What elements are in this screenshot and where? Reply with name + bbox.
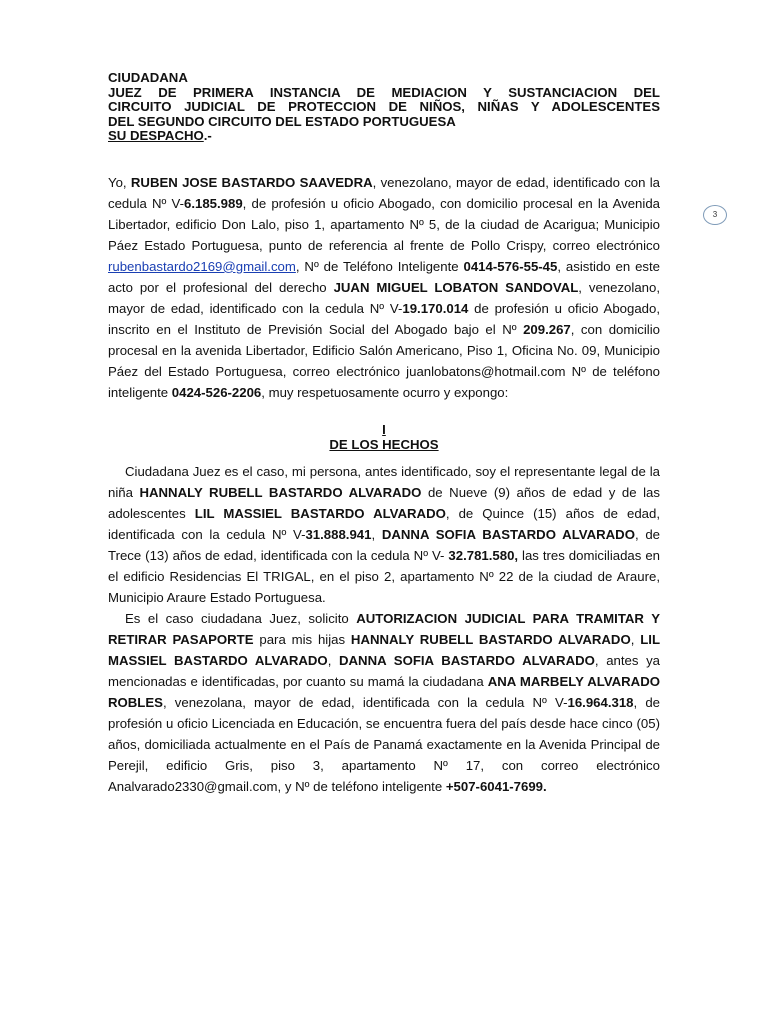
despacho-suffix: .-	[203, 128, 212, 144]
mother-name: ANA MARBELY ALVARADO ROBLES	[108, 674, 660, 710]
paragraph-text: de Nueve (9) años de edad y de las adolescentes	[108, 485, 660, 522]
lawyer-inpre-number: 209.267	[523, 321, 571, 337]
lawyer-name: JUAN MIGUEL LOBATON SANDOVAL	[333, 279, 579, 295]
header-line-addressee: CIUDADANA	[108, 70, 188, 85]
lawyer-phone: 0424-526-2206	[171, 384, 262, 400]
child-name: HANNALY RUBELL BASTARDO ALVARADO	[139, 485, 422, 501]
section-numeral: I	[382, 422, 386, 438]
mother-id: 16.964.318	[567, 694, 634, 710]
intro-text: , asistido en este acto por el profesional del derecho	[108, 258, 661, 295]
child-id: 31.888.941	[305, 527, 372, 543]
request-subject: AUTORIZACION JUDICIAL PARA TRAMITAR Y RETIRAR PASAPORTE	[108, 611, 661, 648]
header-line-state: DEL SEGUNDO CIRCUITO DEL ESTADO PORTUGUESA	[108, 113, 456, 129]
petitioner-name: RUBEN JOSE BASTARDO SAAVEDRA	[130, 175, 373, 190]
section-heading	[108, 422, 660, 452]
petitioner-id: 6.185.989	[184, 195, 243, 211]
intro-text: de profesión u oficio Abogado, inscrito en el Instituto de Previsión Social del Abogado bajo el Nº	[108, 300, 660, 337]
intro-text: , venezolano, mayor de edad, identificado con la cedula Nº V-	[108, 279, 660, 316]
header-line-court: JUEZ DE PRIMERA INSTANCIA DE MEDIACION Y SUSTANCIACION DEL	[108, 84, 660, 100]
mother-phone: +507-6041-7699.	[445, 778, 547, 794]
facts-paragraph-1	[108, 462, 660, 609]
petitioner-phone: 0414-576-55-45	[463, 258, 558, 274]
petitioner-email-link[interactable]: rubenbastardo2169@gmail.com	[108, 258, 296, 274]
lawyer-id: 19.170.014	[402, 300, 469, 316]
paragraph-text: Es el caso ciudadana Juez, solicito	[125, 611, 357, 627]
intro-text: , con domicilio procesal en la avenida Libertador, Edificio Salón Americano, Piso 1, Oficina No. 09, Municipio Páez del Estado Portuguesa, correo electrónico juanlobatons@hotmail.com Nº de teléfono inteligente	[108, 321, 661, 400]
paragraph-text: , venezolana, mayor de edad, identificada con la cedula Nº V-	[162, 694, 568, 710]
child-name: LIL MASSIEL BASTARDO ALVARADO	[194, 506, 446, 522]
paragraph-text: , de Trece (13) años de edad, identificada con la cedula Nº V-	[108, 527, 660, 564]
paragraph-text: Ciudadana Juez es el caso, mi persona, antes identificado, soy el representante legal de la niña	[108, 464, 660, 501]
despacho-label: SU DESPACHO	[108, 128, 204, 144]
paragraph-text: las tres domiciliadas en el edificio Residencias El TRIGAL, en el piso 2, apartamento Nº 22 de la ciudad de Araure, Municipio Araure Estado Portuguesa.	[108, 548, 660, 606]
document-body	[108, 173, 660, 798]
intro-text: Yo,	[108, 175, 131, 190]
paragraph-text: ,	[371, 527, 382, 543]
paragraph-text: ,	[327, 653, 339, 669]
header-line-despacho	[108, 129, 660, 144]
facts-paragraph-2	[108, 609, 660, 798]
page-number-badge: 3	[703, 205, 727, 225]
intro-text: , muy respetuosamente ocurro y expongo:	[261, 384, 509, 400]
document-header	[108, 71, 660, 144]
intro-text: , venezolano, mayor de edad, identificado con la cedula Nº V-	[108, 175, 661, 211]
intro-text: , Nº de Teléfono Inteligente	[295, 258, 464, 274]
header-line-circuit: CIRCUITO JUDICIAL DE PROTECCION DE NIÑOS, NIÑAS Y ADOLESCENTES	[108, 99, 660, 115]
child-name: HANNALY RUBELL BASTARDO ALVARADO	[350, 632, 631, 648]
paragraph-text: ,	[630, 632, 641, 648]
intro-text: , de profesión u oficio Abogado, con domicilio procesal en la Avenida Libertador, edificio Don Lalo, piso 1, apartamento Nº 5, de la ciudad de Acarigua; Municipio Páez Estado Portuguesa, punto de referencia al frente de Pollo Crispy, correo electrónico	[108, 195, 660, 253]
intro-paragraph	[108, 173, 660, 403]
child-name: DANNA SOFIA BASTARDO ALVARADO	[381, 527, 635, 543]
section-title: DE LOS HECHOS	[329, 437, 439, 453]
paragraph-text: , de Quince (15) años de edad, identificada con la cedula Nº V-	[108, 506, 660, 543]
paragraph-text: para mis hijas	[253, 632, 351, 648]
child-name: DANNA SOFIA BASTARDO ALVARADO	[339, 653, 595, 669]
paragraph-text: , de profesión u oficio Licenciada en Educación, se encuentra fuera del país desde hace cinco (05) años, domiciliada actualmente en el País de Panamá exactamente en la Avenida Principal de Perejil, edificio Gris, piso 3, apartamento Nº 17, con correo electrónico Analvarado2330@gmail.com, y Nº de teléfono inteligente	[108, 694, 661, 794]
paragraph-text: , antes ya mencionadas e identificadas, por cuanto su mamá la ciudadana	[108, 653, 661, 690]
child-name: LIL MASSIEL BASTARDO ALVARADO	[108, 632, 660, 669]
child-id: 32.781.580,	[448, 548, 519, 564]
